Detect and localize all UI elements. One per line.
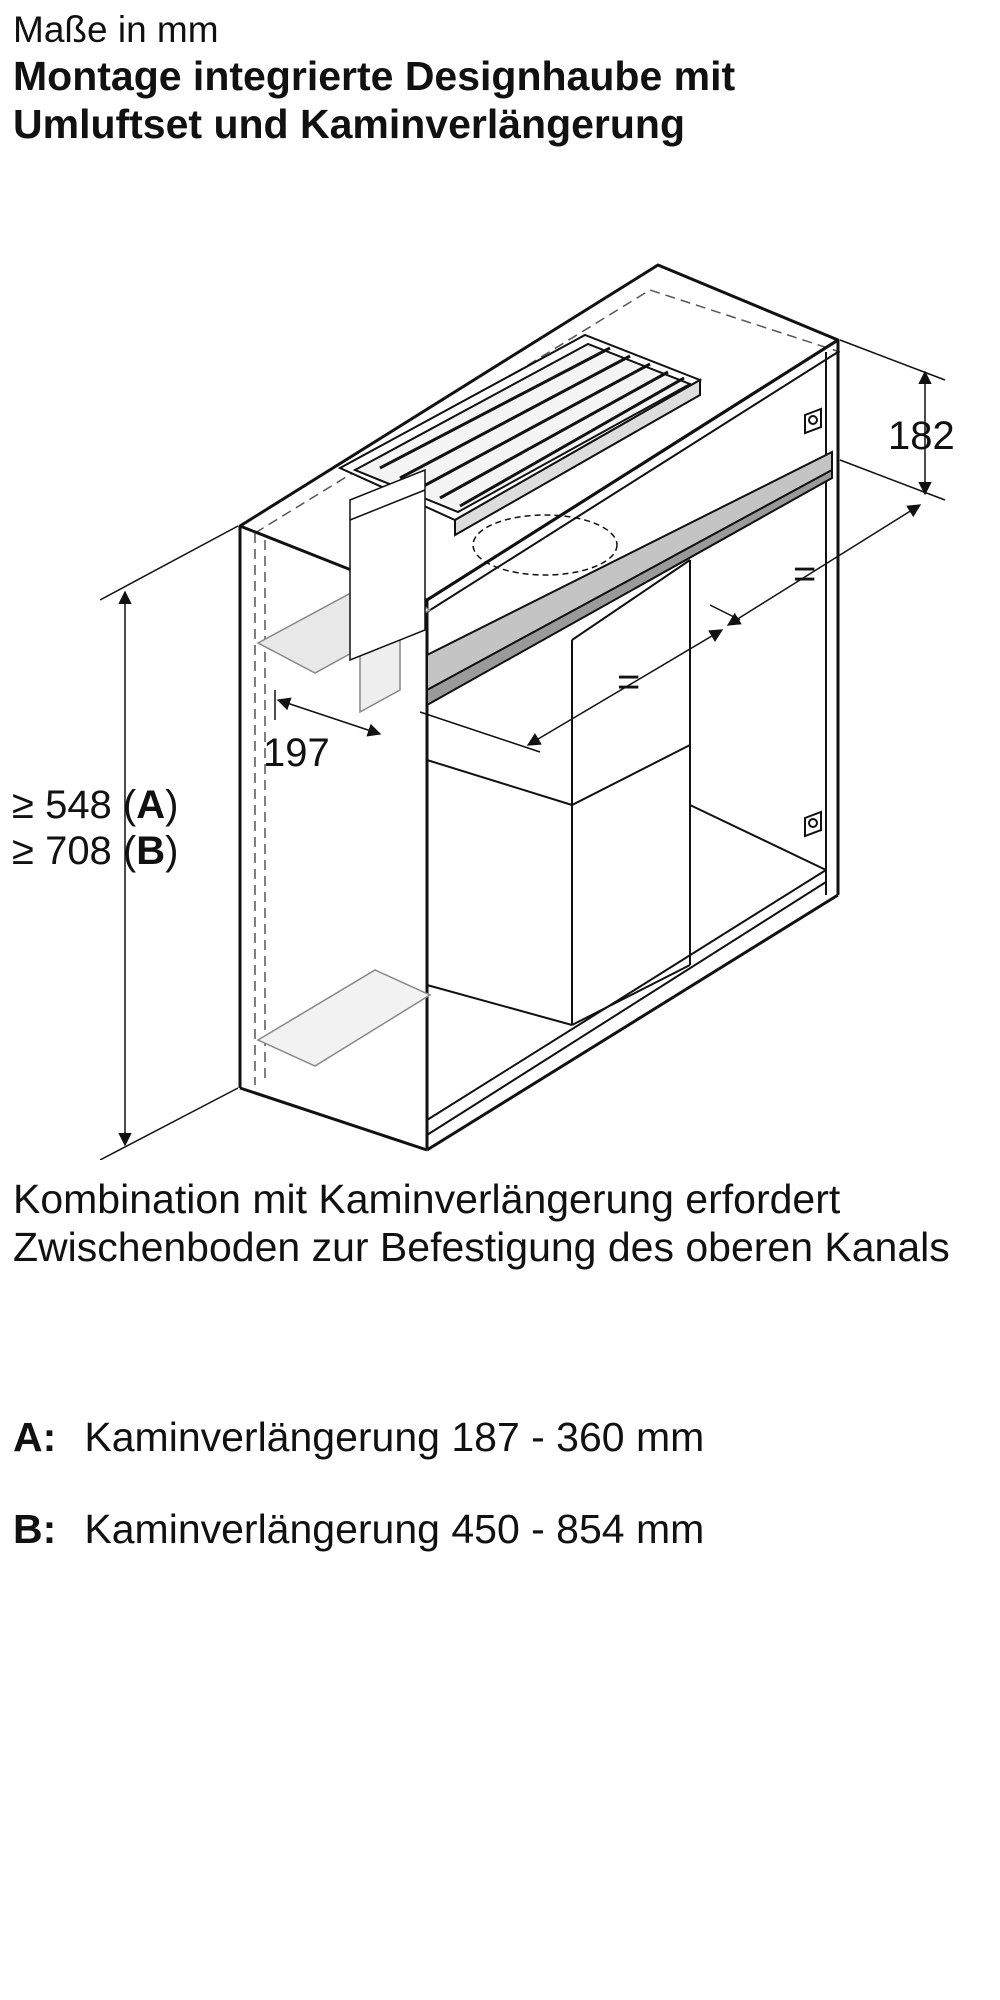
legend-key: A: [13,1414,57,1460]
legend-text: Kaminverlängerung 187 - 360 mm [84,1414,705,1460]
title-line-1: Montage integrierte Designhaube mit [13,53,736,99]
height-b-label: ≥ 708 (B) [12,829,179,873]
dimension-equal-left-label: = [617,660,641,704]
title-line-2: Umluftset und Kaminverlängerung [13,101,686,147]
units-label: Maße in mm [13,9,219,50]
legend-key: B: [13,1506,57,1552]
dimension-equal-right-label: = [793,552,817,596]
dimension-197-label: 197 [263,731,330,775]
height-a-label: ≥ 548 (A) [12,783,179,827]
dimension-equal-right [728,505,920,625]
combination-note: Kombination mit Kaminverlängerung erfordert Zwischenboden zur Befestigung des oberen Kanals [13,1176,950,1270]
installation-diagram [0,240,1000,1160]
legend-text: Kaminverlängerung 450 - 854 mm [84,1506,705,1552]
dimension-182-label: 182 [888,414,955,458]
diagram-svg [0,240,1000,1160]
legend-item-b [13,1505,704,1553]
header [13,8,735,148]
legend-item-a [13,1413,704,1461]
